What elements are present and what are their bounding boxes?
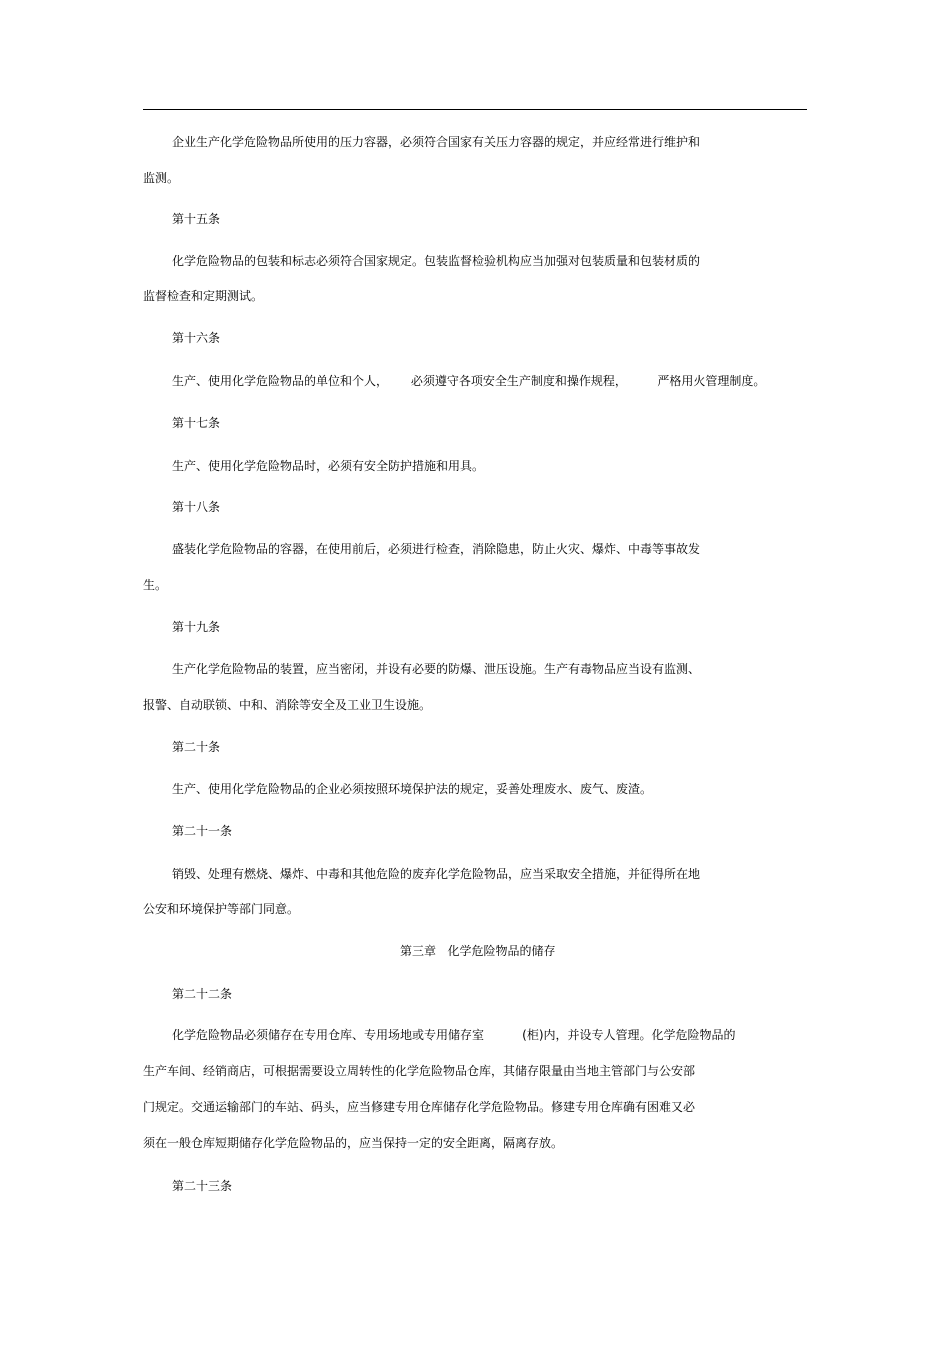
paragraph-line: 企业生产化学危险物品所使用的压力容器，必须符合国家有关压力容器的规定，并应经常进行维护和	[172, 135, 701, 149]
article-heading: 第二十条	[172, 740, 221, 754]
paragraph-line: 销毁、处理有燃烧、爆炸、中毒和其他危险的废弃化学危险物品，应当采取安全措施，并征得所在地	[172, 867, 701, 881]
paragraph-line: 须在一般仓库短期储存化学危险物品的，应当保持一定的安全距离，隔离存放。	[143, 1136, 564, 1150]
paragraph-line: 监测。	[143, 171, 180, 185]
article-heading: 第二十二条	[172, 987, 233, 1001]
chapter-heading: 第三章 化学危险物品的储存	[400, 944, 556, 958]
paragraph-line: 生产、使用化学危险物品时，必须有安全防护措施和用具。	[172, 459, 485, 473]
paragraph-line: 盛装化学危险物品的容器，在使用前后，必须进行检查，消除隐患，防止火灾、爆炸、中毒等事故发	[172, 542, 701, 556]
article-heading: 第二十三条	[172, 1179, 233, 1193]
article-heading: 第二十一条	[172, 824, 233, 838]
paragraph-line: 报警、自动联锁、中和、消除等安全及工业卫生设施。	[143, 698, 432, 712]
header-rule	[143, 109, 807, 110]
article-heading: 第十六条	[172, 331, 221, 345]
paragraph-line: 生产化学危险物品的装置，应当密闭，并设有必要的防爆、泄压设施。生产有毒物品应当设有监测、	[172, 662, 701, 676]
article-heading: 第十八条	[172, 500, 221, 514]
paragraph-line: 门规定。交通运输部门的车站、码头，应当修建专用仓库储存化学危险物品。修建专用仓库确有困难又必	[143, 1100, 696, 1114]
article-heading: 第十五条	[172, 212, 221, 226]
paragraph-line: 化学危险物品必须储存在专用仓库、专用场地或专用储存室 (柜)内，并设专人管理。化学危险物品的	[172, 1028, 736, 1042]
paragraph-line: 化学危险物品的包装和标志必须符合国家规定。包装监督检验机构应当加强对包装质量和包装材质的	[172, 254, 701, 268]
paragraph-line: 生产车间、经销商店，可根据需要设立周转性的化学危险物品仓库，其储存限量由当地主管部门与公安部	[143, 1064, 696, 1078]
paragraph-line: 生产、使用化学危险物品的单位和个人， 必须遵守各项安全生产制度和操作规程， 严格用火管理制度。	[172, 374, 766, 388]
paragraph-line: 生。	[143, 578, 168, 592]
article-heading: 第十七条	[172, 416, 221, 430]
paragraph-line: 生产、使用化学危险物品的企业必须按照环境保护法的规定，妥善处理废水、废气、废渣。	[172, 782, 653, 796]
paragraph-line: 监督检查和定期测试。	[143, 289, 264, 303]
article-heading: 第十九条	[172, 620, 221, 634]
paragraph-line: 公安和环境保护等部门同意。	[143, 902, 300, 916]
